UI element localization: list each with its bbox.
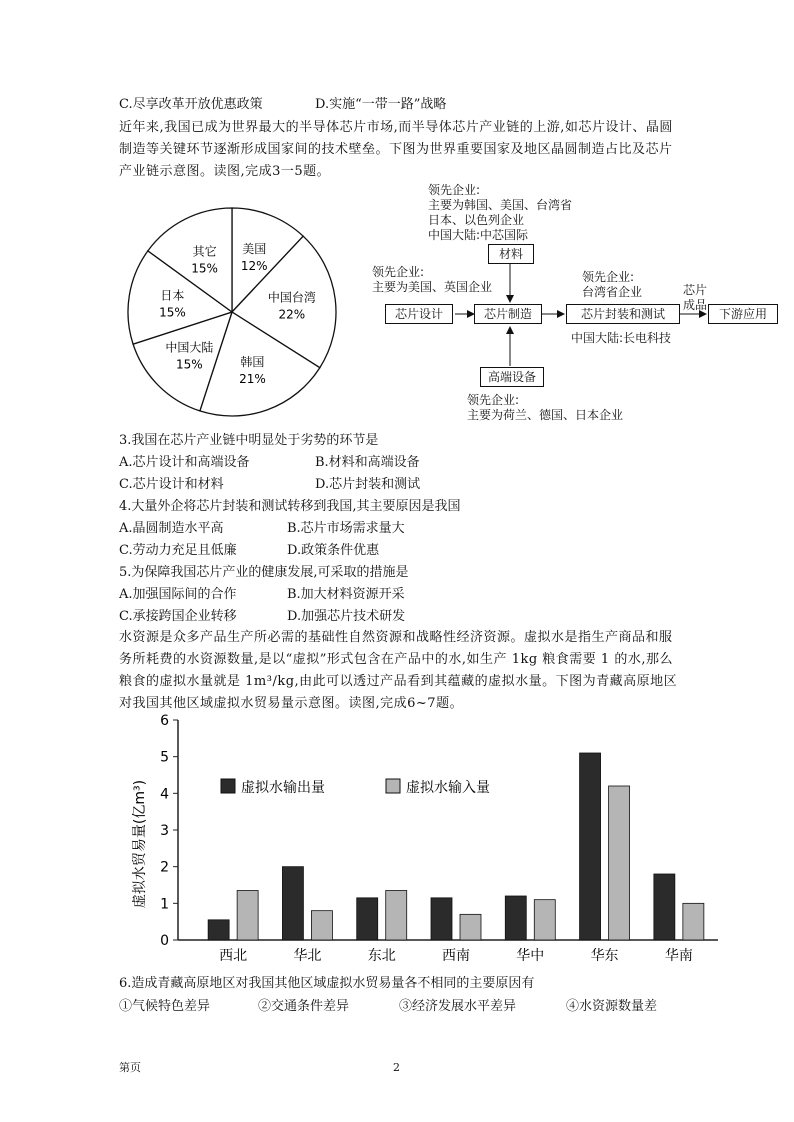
q3-option-c: C.芯片设计和材料 [119,477,224,492]
pie-label-pct: 22% [278,307,306,322]
x-category-label: 西北 [219,948,248,964]
bar-output-3 [431,898,452,940]
bar-output-4 [505,896,526,940]
pie-label-name: 中国大陆 [165,340,214,355]
y-tick-label: 2 [160,859,169,876]
note-line: 成品 [683,298,708,312]
finished-chip-label [683,283,707,313]
bar-input-3 [460,914,481,940]
pie-label-name: 中国台湾 [267,290,316,305]
legend-label-output: 虚拟水输出量 [241,780,325,796]
bar-input-1 [311,911,332,940]
box-downstream-application: 下游应用 [708,304,778,324]
bar-input-2 [386,891,407,941]
pie-label-pct: 15% [191,261,218,276]
x-category-label: 华中 [516,948,545,964]
y-tick-label: 0 [160,933,169,949]
q5-option-c: C.承接跨国企业转移 [119,609,237,624]
virtual-water-bar-chart [118,712,730,970]
q4-option-b: B.芯片市场需求量大 [287,521,405,536]
y-tick-label: 6 [160,713,169,729]
box-materials: 材料 [488,244,534,264]
note-line: 芯片 [683,283,708,297]
x-category-label: 华北 [293,948,322,964]
pie-label-pct: 15% [176,357,203,372]
q2-option-d: D.实施“一带一路”战略 [315,97,447,112]
y-tick-label: 5 [160,749,169,766]
package-mainland-note: 中国大陆:长电科技 [571,331,672,345]
q4-stem: 4.大量外企将芯片封装和测试转移到我国,其主要原因是我国 [119,499,461,514]
design-leaders-note [372,265,492,295]
note-line: 领先企业: [582,270,635,284]
pie-label-pct: 12% [240,258,268,273]
note-line: 中国大陆:中芯国际 [428,228,529,242]
q6-item-1: ①气候特色差异 [119,999,211,1014]
pie-label-name: 美国 [242,241,267,256]
q3-option-d: D.芯片封装和测试 [315,477,421,492]
note-line: 主要为荷兰、德国、日本企业 [467,408,624,422]
bar-output-0 [208,920,229,940]
q5-option-a: A.加强国际间的合作 [119,587,237,602]
q5-option-b: B.加大材料资源开采 [287,587,405,602]
pie-label-name: 其它 [192,244,217,259]
pie-label-pct: 15% [159,305,186,320]
box-chip-package-test: 芯片封装和测试 [566,304,680,324]
note-line: 领先企业: [372,265,425,279]
bar-input-5 [609,786,630,940]
note-line: 领先企业: [467,393,520,407]
x-category-label: 西南 [442,948,470,964]
q3-option-a: A.芯片设计和高端设备 [119,455,250,470]
q6-item-2: ②交通条件差异 [258,999,350,1014]
legend-label-input: 虚拟水输入量 [406,780,490,796]
legend-swatch-input [386,779,400,793]
q5-stem: 5.为保障我国芯片产业的健康发展,可采取的措施是 [119,565,409,580]
legend-swatch-output [221,779,235,793]
bar-output-6 [654,874,675,940]
note-line: 日本、以色列企业 [428,213,525,227]
package-leaders-note [582,270,642,300]
bar-output-5 [580,753,601,940]
bar-input-6 [683,903,704,940]
pie-label-name: 韩国 [240,354,265,369]
chart-legend [221,779,490,796]
box-chip-design: 芯片设计 [385,304,453,324]
note-line: 台湾省企业 [582,285,643,299]
q3-stem: 3.我国在芯片产业链中明显处于劣势的环节是 [119,433,379,448]
x-category-label: 华南 [664,948,693,964]
equipment-leaders-note [467,393,623,423]
wafer-share-pie-chart [118,192,348,432]
note-line: 主要为美国、英国企业 [372,280,493,294]
box-chip-manufacture: 芯片制造 [474,304,542,324]
bar-output-1 [282,867,303,940]
footer-page-number: 2 [393,1061,400,1074]
y-tick-label: 4 [160,786,169,803]
materials-leaders-note [428,183,572,243]
box-high-end-equipment: 高端设备 [480,367,544,387]
note-line: 领先企业: [428,183,481,197]
x-category-label: 东北 [367,948,396,964]
q4-option-a: A.晶圆制造水平高 [119,521,224,536]
q2-option-c: C.尽享改革开放优惠政策 [119,97,263,112]
bar-input-0 [237,891,258,941]
intro-paragraph-chip: 近年来,我国已成为世界最大的半导体芯片市场,而半导体芯片产业链的上游,如芯片设计、晶圆制造等关键环节逐渐形成国家间的技术壁垒。下图为世界重要国家及地区晶圆制造占比及芯片产业链示意图。读图,完成3一5题。 [119,120,673,179]
pie-label-pct: 21% [239,371,266,386]
y-tick-label: 1 [160,896,169,913]
y-axis-title: 虚拟水贸易量(亿m³) [132,779,148,909]
pie-label-name: 日本 [160,288,185,303]
q6-item-4: ④水资源数量差 [566,999,658,1014]
q4-option-c: C.劳动力充足且低廉 [119,543,237,558]
q4-option-d: D.政策条件优惠 [287,543,380,558]
q6-stem: 6.造成青藏高原地区对我国其他区域虚拟水贸易量各不相同的主要原因有 [119,976,535,991]
bar-output-2 [357,898,378,940]
q5-option-d: D.加强芯片技术研发 [287,609,406,624]
y-tick-label: 3 [160,823,169,839]
intro-paragraph-virtual-water: 水资源是众多产品生产所必需的基础性自然资源和战略性经济资源。虚拟水是指生产商品和服务所耗费的水资源数量,是以“虚拟”形式包含在产品中的水,如生产 1kg 粮食需要 1 的水,那么粮食的虚拟水量就是 1m³/kg,由此可以透过产品看到其蕴藏的虚拟水量。下图为青藏高原地区对我国其他区域虚拟水贸易量示意图。读图,完成6~7题。 [119,630,678,711]
note-line: 主要为韩国、美国、台湾省 [428,198,573,212]
footer-page-label: 第页 [119,1061,141,1074]
q6-item-3: ③经济发展水平差异 [399,999,517,1014]
q3-option-b: B.材料和高端设备 [315,455,420,470]
x-category-label: 华东 [590,948,619,964]
bar-input-4 [534,900,555,940]
